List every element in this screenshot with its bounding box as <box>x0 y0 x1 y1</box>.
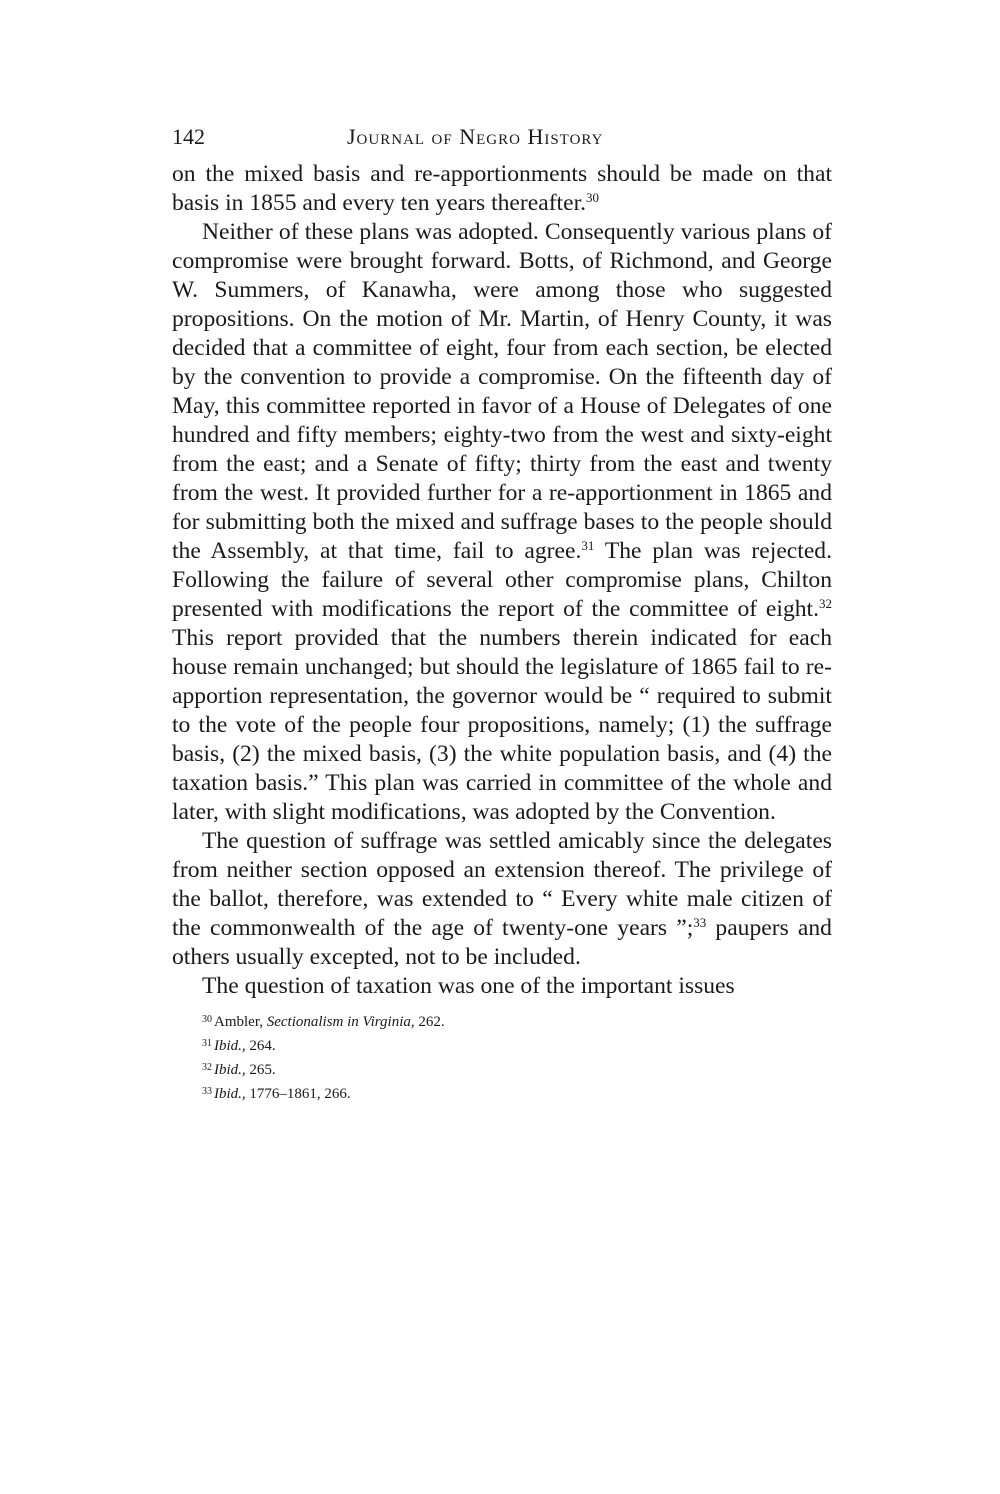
footnote-text: 264. <box>245 1038 276 1054</box>
footnote-title: Ibid., <box>214 1038 246 1054</box>
footnote-title: Ibid., <box>214 1086 246 1102</box>
footnote-title: Sectionalism in Virginia, <box>266 1014 415 1030</box>
text-span: The question of suffrage was settled amicably since the delegates from neither section opposed an extension thereof. The privilege of the ballot, therefore, was extended to “ Every white male citizen of the commonwealth of the age of twenty-one years ”; <box>172 828 832 941</box>
running-title: Journal of Negro History <box>347 124 604 149</box>
footnote-title: Ibid., <box>214 1062 246 1078</box>
paragraph-3 <box>172 827 832 972</box>
page <box>172 120 832 1105</box>
footnote-30 <box>202 1009 832 1033</box>
footnote-mark: 30 <box>202 1014 212 1025</box>
text-span: This report provided that the numbers therein indicated for each house remain unchanged; but should the legislature of 1865 fail to re-apportion representation, the governor would be “ required to submit to the vote of the people four propositions, namely; (1) the suffrage basis, (2) the mixed basis, (3) the white population basis, and (4) the taxation basis.” This plan was carried in committee of the whole and later, with slight modifications, was adopted by the Convention. <box>172 625 832 825</box>
paragraph-2 <box>172 218 832 827</box>
footnote-ref-33: 33 <box>693 915 707 930</box>
text-span: Neither of these plans was adopted. Consequently various plans of compromise were brought forward. Botts, of Richmond, and George W. Summers, of Kanawha, were among those who suggested propositions. On the motion of Mr. Martin, of Henry County, it was decided that a committee of eight, four from each section, be elected by the convention to provide a compromise. On the fifteenth day of May, this committee reported in favor of a House of Delegates of one hundred and fifty members; eighty-two from the west and sixty-eight from the east; and a Senate of fifty; thirty from the east and twenty from the west. It provided further for a re-apportionment in 1865 and for submitting both the mixed and suffrage bases to the people should the Assembly, at that time, fail to agree. <box>172 219 832 564</box>
text-span: The plan was rejected. Following the failure of several other compromise plans, Chilton presented with modifications the report of the committee of eight. <box>172 538 832 622</box>
footnote-text: 265. <box>245 1062 276 1078</box>
page-number: 142 <box>172 124 205 149</box>
body-text <box>172 160 832 1001</box>
paragraph-1 <box>172 160 832 218</box>
footnote-ref-30: 30 <box>586 190 600 205</box>
footnote-33 <box>202 1081 832 1105</box>
footnote-mark: 31 <box>202 1038 212 1049</box>
footnote-mark: 32 <box>202 1062 212 1073</box>
footnote-ref-32: 32 <box>819 596 832 611</box>
footnote-32 <box>202 1057 832 1081</box>
text-span: The question of taxation was one of the important issues <box>202 973 735 999</box>
text-span: paupers and others usually excepted, not to be included. <box>172 915 832 970</box>
footnote-text: Ambler, <box>214 1014 267 1030</box>
text-span: on the mixed basis and re-apportionments should be made on that basis in 1855 and every ten years thereafter. <box>172 161 832 216</box>
footnote-mark: 33 <box>202 1086 212 1097</box>
footnotes <box>172 1009 832 1105</box>
running-head <box>172 120 832 160</box>
footnote-text: 262. <box>414 1014 445 1030</box>
footnote-text: 1776–1861, 266. <box>245 1086 351 1102</box>
footnote-ref-31: 31 <box>581 538 595 553</box>
paragraph-4 <box>172 972 832 1001</box>
footnote-31 <box>202 1033 832 1057</box>
